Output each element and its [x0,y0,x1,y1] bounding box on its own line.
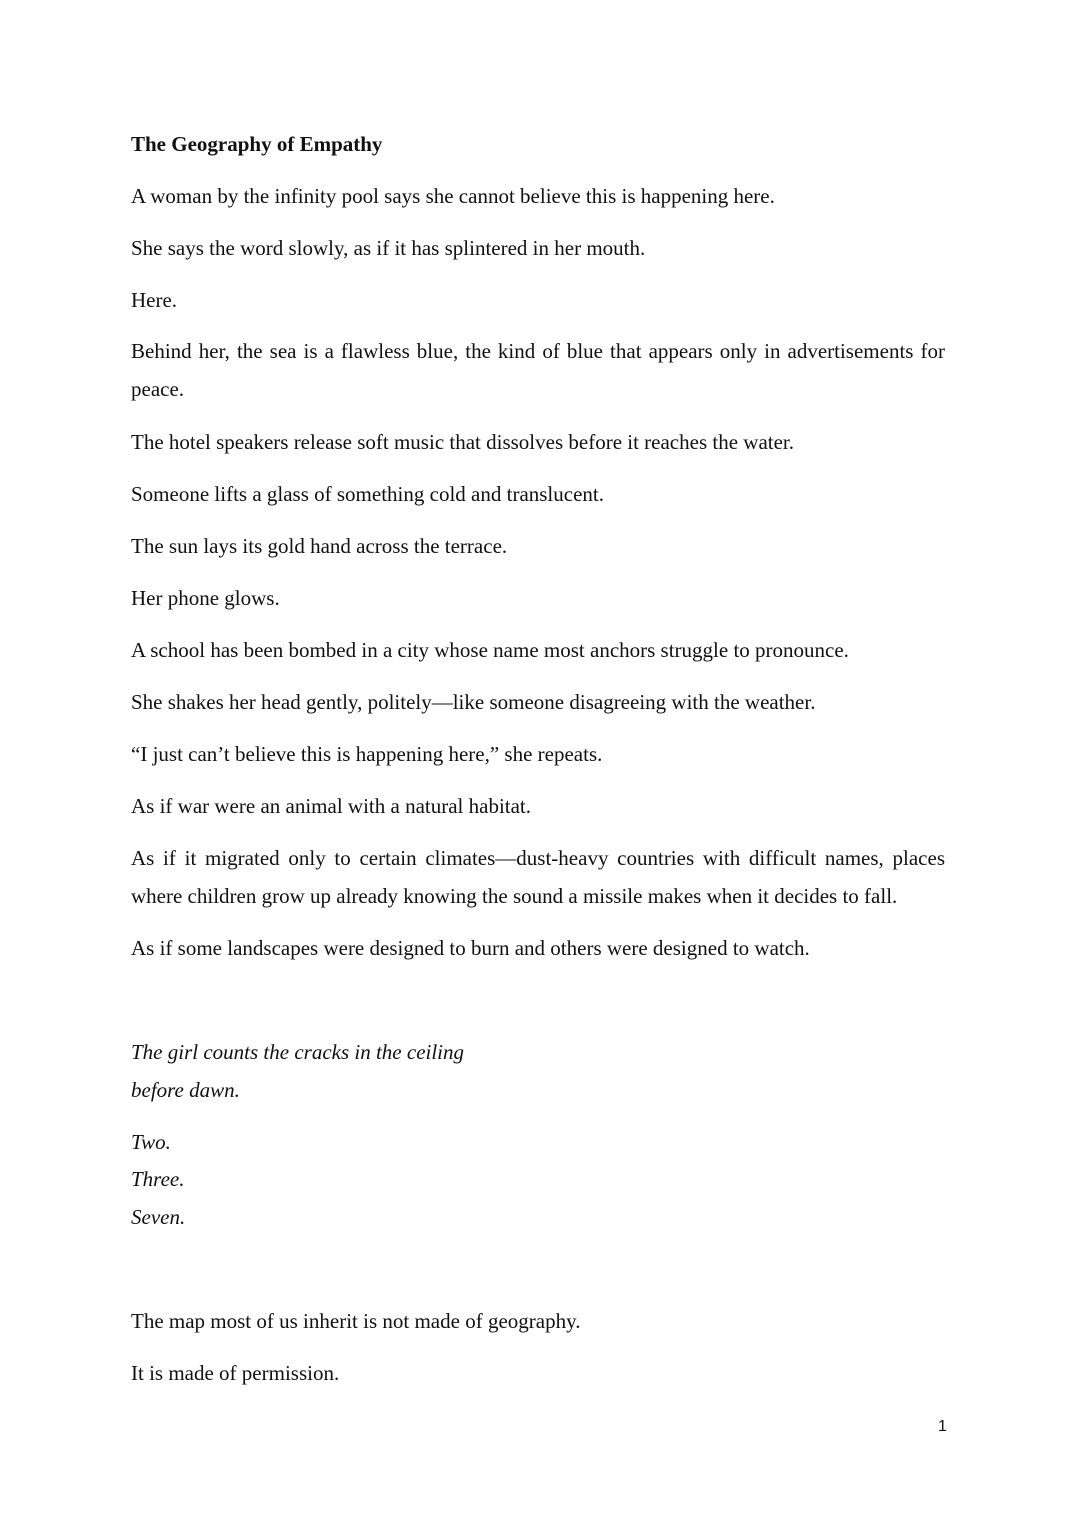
paragraph: A school has been bombed in a city whose name most anchors struggle to pronounce. [131,638,849,662]
paragraph: As if some landscapes were designed to burn and others were designed to watch. [131,936,810,960]
paragraph: Someone lifts a glass of something cold and translucent. [131,482,604,506]
paragraph: As if it migrated only to certain climates—dust-heavy countries with difficult names, places where children grow up already knowing the sound a missile makes when it decides to fall. [131,846,945,908]
italic-line: before dawn. [131,1078,240,1102]
italic-line: The girl counts the cracks in the ceiling [131,1040,465,1064]
italic-line: Two. [131,1130,171,1154]
paragraph: The sun lays its gold hand across the terrace. [131,534,508,558]
page-number: 1 [938,1418,947,1435]
paragraph: The map most of us inherit is not made of geography. [131,1309,581,1333]
italic-line: Three. [131,1167,185,1191]
paragraph: The hotel speakers release soft music that dissolves before it reaches the water. [131,430,795,454]
paragraph: It is made of permission. [131,1361,340,1385]
italic-line: Seven. [131,1205,186,1229]
document-title: The Geography of Empathy [131,132,383,156]
paragraph: As if war were an animal with a natural habitat. [131,794,532,818]
paragraph: Behind her, the sea is a flawless blue, the kind of blue that appears only in advertisements for peace. [131,339,945,401]
paragraph: Her phone glows. [131,586,280,610]
paragraph: Here. [131,288,178,312]
paragraph: A woman by the infinity pool says she cannot believe this is happening here. [131,184,775,208]
paragraph: She shakes her head gently, politely—like someone disagreeing with the weather. [131,690,816,714]
paragraph: She says the word slowly, as if it has splintered in her mouth. [131,236,646,260]
paragraph: “I just can’t believe this is happening here,” she repeats. [131,742,603,766]
